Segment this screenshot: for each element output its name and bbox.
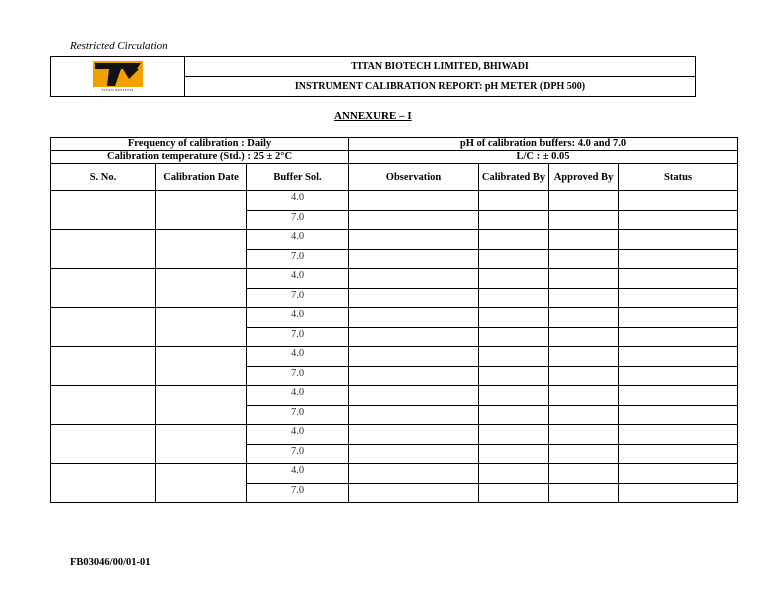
calibration-table <box>50 137 738 503</box>
observation-cell[interactable] <box>349 405 479 425</box>
observation-cell[interactable] <box>349 308 479 328</box>
approved-by-cell[interactable] <box>549 405 619 425</box>
status-cell[interactable] <box>619 327 738 347</box>
calibrated-by-cell[interactable] <box>479 483 549 503</box>
form-code: FB03046/00/01-01 <box>70 557 151 568</box>
observation-cell[interactable] <box>349 191 479 211</box>
approved-by-cell[interactable] <box>549 269 619 289</box>
observation-cell[interactable] <box>349 464 479 484</box>
report-title: INSTRUMENT CALIBRATION REPORT: pH METER (DPH 500) <box>185 77 696 97</box>
logo-cell <box>51 57 185 97</box>
company-name: TITAN BIOTECH LIMITED, BHIWADI <box>185 57 696 77</box>
buffer-value: 7.0 <box>247 444 349 464</box>
observation-cell[interactable] <box>349 483 479 503</box>
lc-info: L/C : ± 0.05 <box>349 151 738 164</box>
approved-by-cell[interactable] <box>549 366 619 386</box>
calibrated-by-cell[interactable] <box>479 347 549 367</box>
date-cell[interactable] <box>156 269 247 308</box>
calibrated-by-cell[interactable] <box>479 327 549 347</box>
buffer-value: 7.0 <box>247 288 349 308</box>
buffer-value: 7.0 <box>247 366 349 386</box>
date-cell[interactable] <box>156 347 247 386</box>
observation-cell[interactable] <box>349 230 479 250</box>
date-cell[interactable] <box>156 386 247 425</box>
approved-by-cell[interactable] <box>549 464 619 484</box>
calibrated-by-cell[interactable] <box>479 425 549 445</box>
col-status-header: Status <box>619 164 738 191</box>
col-calibrated-header: Calibrated By <box>479 164 549 191</box>
status-cell[interactable] <box>619 347 738 367</box>
approved-by-cell[interactable] <box>549 444 619 464</box>
status-cell[interactable] <box>619 464 738 484</box>
buffer-value: 4.0 <box>247 425 349 445</box>
buffer-value: 4.0 <box>247 464 349 484</box>
sno-cell[interactable] <box>51 347 156 386</box>
buffer-value: 7.0 <box>247 483 349 503</box>
restricted-circulation-label: Restricted Circulation <box>70 40 168 52</box>
calibrated-by-cell[interactable] <box>479 464 549 484</box>
table-row <box>51 308 738 328</box>
calibrated-by-cell[interactable] <box>479 288 549 308</box>
buffer-value: 4.0 <box>247 269 349 289</box>
calibrated-by-cell[interactable] <box>479 308 549 328</box>
calibrated-by-cell[interactable] <box>479 269 549 289</box>
buffer-value: 4.0 <box>247 308 349 328</box>
approved-by-cell[interactable] <box>549 386 619 406</box>
status-cell[interactable] <box>619 386 738 406</box>
col-approved-header: Approved By <box>549 164 619 191</box>
approved-by-cell[interactable] <box>549 230 619 250</box>
status-cell[interactable] <box>619 425 738 445</box>
approved-by-cell[interactable] <box>549 425 619 445</box>
sno-cell[interactable] <box>51 308 156 347</box>
buffer-value: 4.0 <box>247 230 349 250</box>
buffer-value: 7.0 <box>247 327 349 347</box>
observation-cell[interactable] <box>349 288 479 308</box>
approved-by-cell[interactable] <box>549 327 619 347</box>
date-cell[interactable] <box>156 308 247 347</box>
table-row <box>51 425 738 445</box>
table-row <box>51 386 738 406</box>
calibrated-by-cell[interactable] <box>479 210 549 230</box>
sno-cell[interactable] <box>51 464 156 503</box>
status-cell[interactable] <box>619 210 738 230</box>
status-cell[interactable] <box>619 191 738 211</box>
observation-cell[interactable] <box>349 386 479 406</box>
approved-by-cell[interactable] <box>549 191 619 211</box>
col-observation-header: Observation <box>349 164 479 191</box>
buffer-info: pH of calibration buffers: 4.0 and 7.0 <box>349 138 738 151</box>
sno-cell[interactable] <box>51 269 156 308</box>
calibrated-by-cell[interactable] <box>479 444 549 464</box>
buffer-value: 4.0 <box>247 191 349 211</box>
sno-cell[interactable] <box>51 425 156 464</box>
approved-by-cell[interactable] <box>549 483 619 503</box>
observation-cell[interactable] <box>349 366 479 386</box>
date-cell[interactable] <box>156 230 247 269</box>
date-cell[interactable] <box>156 464 247 503</box>
observation-cell[interactable] <box>349 210 479 230</box>
status-cell[interactable] <box>619 308 738 328</box>
status-cell[interactable] <box>619 288 738 308</box>
calibrated-by-cell[interactable] <box>479 230 549 250</box>
document-header <box>50 56 696 97</box>
observation-cell[interactable] <box>349 425 479 445</box>
status-cell[interactable] <box>619 269 738 289</box>
status-cell[interactable] <box>619 405 738 425</box>
entry-rows <box>51 191 738 503</box>
calibrated-by-cell[interactable] <box>479 366 549 386</box>
logo-text: TITAN BIOTECH <box>101 88 134 92</box>
buffer-value: 4.0 <box>247 347 349 367</box>
col-date-header: Calibration Date <box>156 164 247 191</box>
buffer-value: 4.0 <box>247 386 349 406</box>
approved-by-cell[interactable] <box>549 288 619 308</box>
table-row <box>51 191 738 211</box>
table-row <box>51 347 738 367</box>
status-cell[interactable] <box>619 366 738 386</box>
sno-cell[interactable] <box>51 386 156 425</box>
temperature-info: Calibration temperature (Std.) : 25 ± 2°C <box>51 151 349 164</box>
calibrated-by-cell[interactable] <box>479 386 549 406</box>
col-buffer-header: Buffer Sol. <box>247 164 349 191</box>
sno-cell[interactable] <box>51 191 156 230</box>
approved-by-cell[interactable] <box>549 347 619 367</box>
status-cell[interactable] <box>619 249 738 269</box>
calibrated-by-cell[interactable] <box>479 191 549 211</box>
approved-by-cell[interactable] <box>549 249 619 269</box>
frequency-info: Frequency of calibration : Daily <box>51 138 349 151</box>
date-cell[interactable] <box>156 425 247 464</box>
titan-biotech-logo <box>93 61 143 87</box>
observation-cell[interactable] <box>349 249 479 269</box>
buffer-value: 7.0 <box>247 249 349 269</box>
observation-cell[interactable] <box>349 347 479 367</box>
table-row <box>51 230 738 250</box>
observation-cell[interactable] <box>349 269 479 289</box>
date-cell[interactable] <box>156 191 247 230</box>
col-sno-header: S. No. <box>51 164 156 191</box>
calibrated-by-cell[interactable] <box>479 249 549 269</box>
status-cell[interactable] <box>619 444 738 464</box>
approved-by-cell[interactable] <box>549 210 619 230</box>
annexure-title: ANNEXURE – I <box>334 110 412 122</box>
sno-cell[interactable] <box>51 230 156 269</box>
buffer-value: 7.0 <box>247 210 349 230</box>
observation-cell[interactable] <box>349 444 479 464</box>
calibrated-by-cell[interactable] <box>479 405 549 425</box>
observation-cell[interactable] <box>349 327 479 347</box>
table-row <box>51 269 738 289</box>
status-cell[interactable] <box>619 483 738 503</box>
table-row <box>51 464 738 484</box>
status-cell[interactable] <box>619 230 738 250</box>
buffer-value: 7.0 <box>247 405 349 425</box>
approved-by-cell[interactable] <box>549 308 619 328</box>
